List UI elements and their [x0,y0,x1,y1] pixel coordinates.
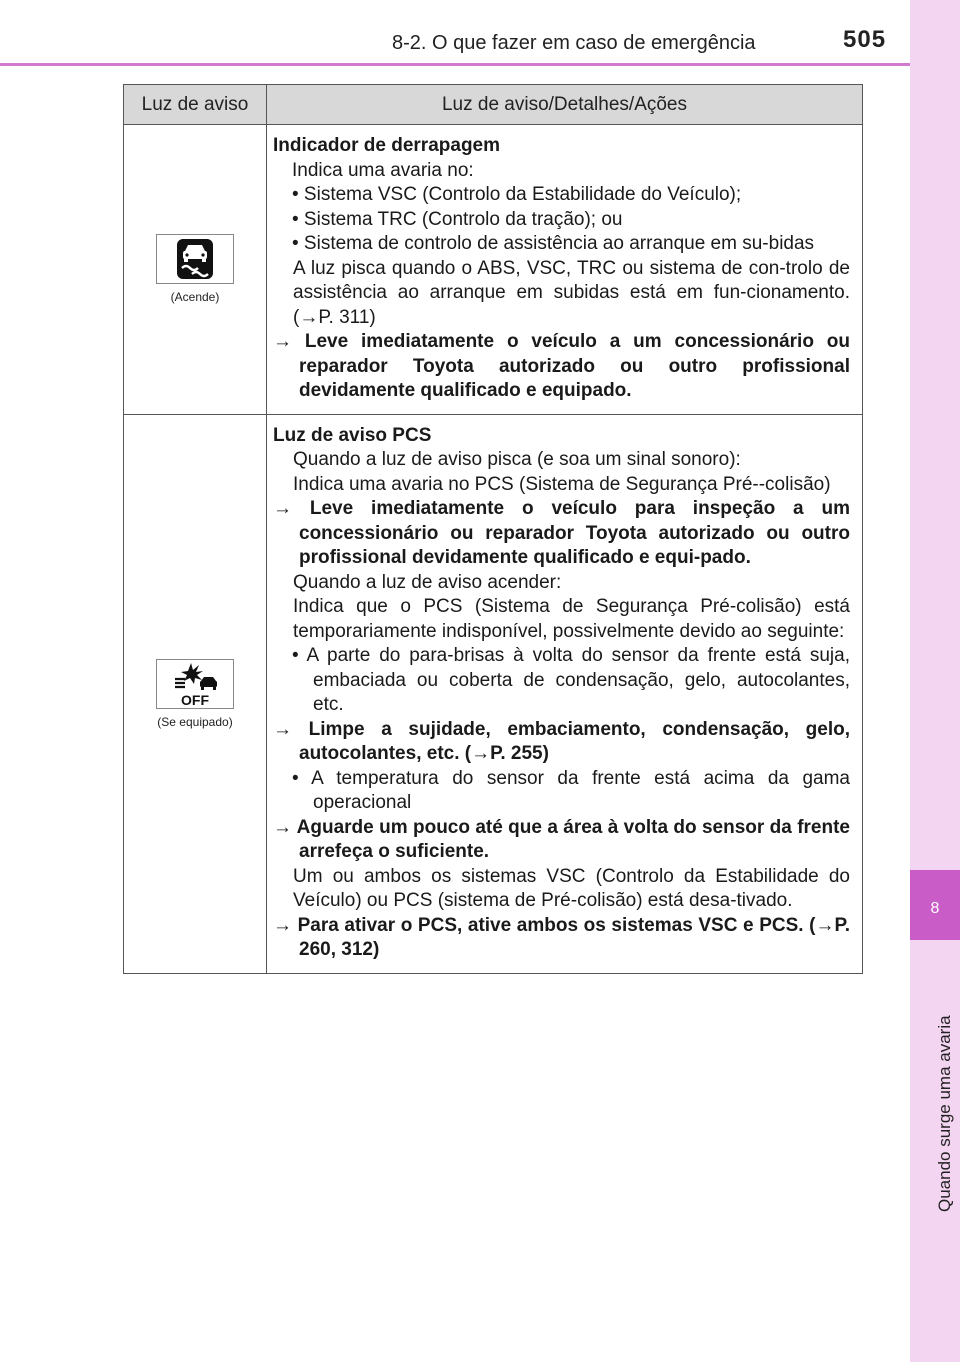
table-row [124,125,863,415]
light-cell [124,414,267,973]
pcs-off-label: OFF [181,691,209,707]
light-name: Indicador de derrapagem [273,135,501,156]
light-caption: (Acende) [170,290,220,305]
action-line: → Aguarde um pouco até que a área à volta do sensor da frente arrefeça o suficiente. [273,816,850,862]
header-divider [0,63,910,66]
chapter-label: Quando surge uma avaria [935,1015,954,1212]
warning-lights-table [123,84,863,974]
detail-line: Quando a luz de aviso pisca (e soa um sinal sonoro): [293,449,741,470]
detail-line: A luz pisca quando o ABS, VSC, TRC ou sistema de con-trolo de assistência ao arranque em subidas está em fun-cionamento. (→P. 311) [293,257,850,328]
detail-bullet: • Sistema VSC (Controlo da Estabilidade do Veículo); [292,184,742,205]
detail-line: Indica que o PCS (Sistema de Segurança Pré-colisão) está temporariamente indisponível, possivelmente devido ao seguinte: [293,596,850,642]
action-line: → Leve imediatamente o veículo para inspeção a um concessionário ou reparador Toyota autorizado ou outro profissional devidamente qualificado e equi-pado. [273,498,850,568]
light-caption: (Se equipado) [157,714,233,729]
chapter-number: 8 [910,870,960,940]
column-header-light: Luz de aviso [124,85,267,125]
detail-line: Quando a luz de aviso acender: [293,571,562,593]
column-header-details: Luz de aviso/Detalhes/Ações [267,85,863,125]
detail-line: Indica uma avaria no PCS (Sistema de Segurança Pré--colisão) [293,473,831,495]
table-row [124,414,863,973]
light-cell [124,125,267,415]
section-title: 8-2. O que fazer em caso de emergência [392,32,756,54]
action-line: → Leve imediatamente o veículo a um concessionário ou reparador Toyota autorizado ou outro profissional devidamente qualificado e equipado. [273,331,850,401]
detail-line: Um ou ambos os sistemas VSC (Controlo da Estabilidade do Veículo) ou PCS (sistema de Pré-colisão) está desa-tivado. [293,865,850,911]
pcs-off-icon [156,659,234,709]
skid-indicator-icon [156,234,234,284]
detail-bullet: • Sistema TRC (Controlo da tração); ou [292,208,623,230]
table-header-row [124,85,863,125]
detail-line: Indica uma avaria no: [292,159,474,181]
details-cell [267,125,863,415]
light-name: Luz de aviso PCS [273,424,432,446]
action-line: → Limpe a sujidade, embaciamento, condensação, gelo, autocolantes, etc. (→P. 255) [273,718,850,764]
detail-bullet: • A parte do para-brisas à volta do sensor da frente está suja, embaciada ou coberta de condensação, gelo, autocolantes, etc. [292,645,850,715]
page-number: 505 [843,26,887,53]
details-cell [267,414,863,973]
detail-bullet: • A temperatura do sensor da frente está acima da gama operacional [292,767,850,813]
detail-bullet: • Sistema de controlo de assistência ao arranque em su-bidas [292,233,815,254]
action-line: → Para ativar o PCS, ative ambos os sistemas VSC e PCS. (→P. 260, 312) [273,914,850,960]
